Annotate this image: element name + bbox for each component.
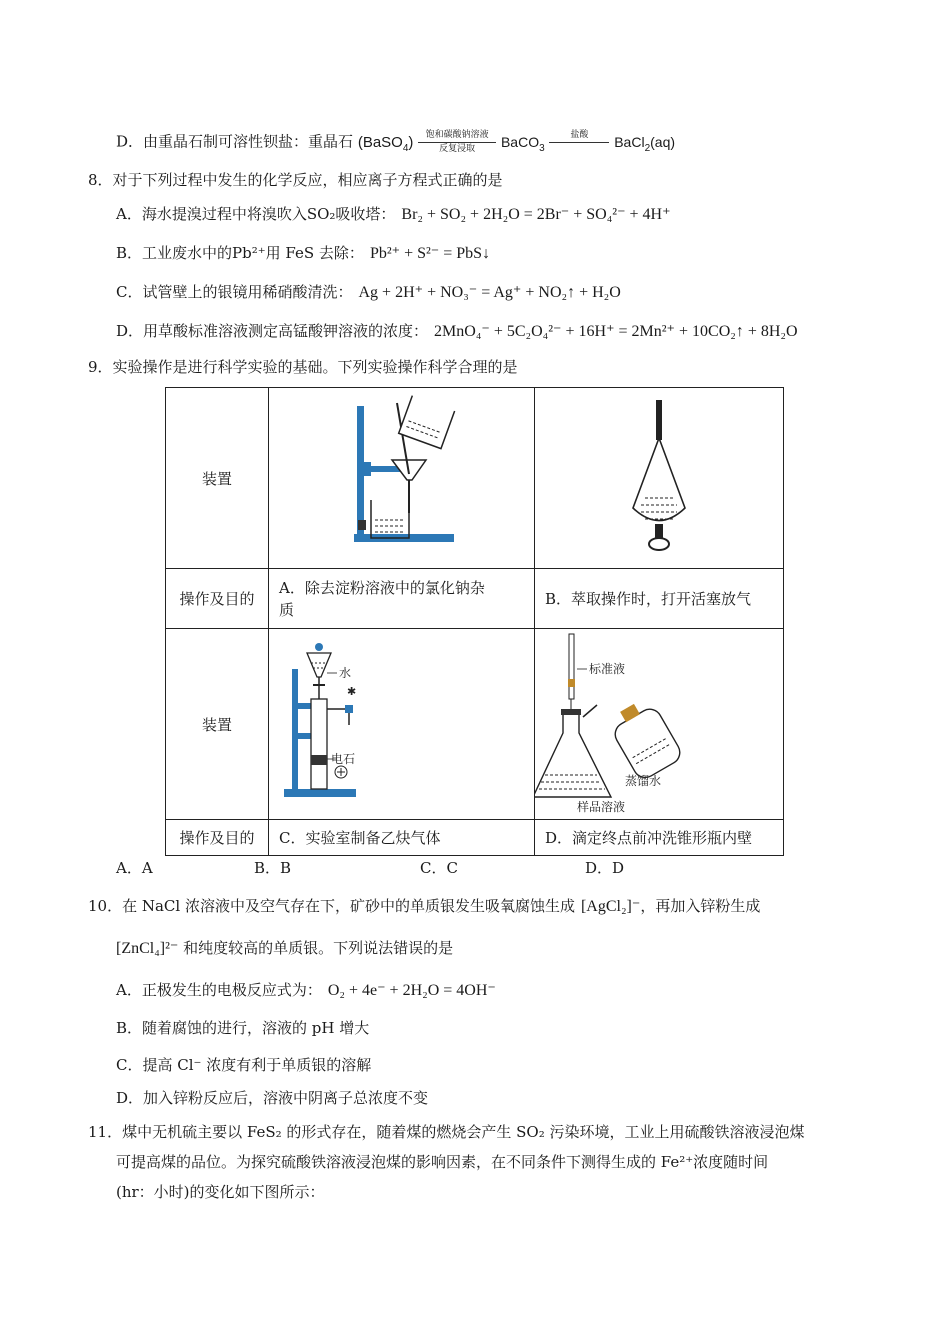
arrow1-top-label: 饱和碳酸钠溶液 — [425, 130, 489, 140]
q8-stem: 8．对于下列过程中发生的化学反应，相应离子方程式正确的是 — [88, 171, 503, 189]
q8-option-d-text: D．用草酸标准溶液测定高锰酸钾溶液的浓度： — [116, 322, 429, 340]
figure-d-titration — [535, 629, 784, 820]
row-label-op-1: 操作及目的 — [166, 569, 269, 629]
q8-option-b — [116, 243, 490, 264]
q10-option-d: D．加入锌粉反应后，溶液中阴离子总浓度不变 — [116, 1089, 429, 1107]
q10-zncl4-complex: [ZnCl₄]²⁻ — [116, 940, 179, 957]
arrow2-top-label: 盐酸 — [570, 130, 589, 140]
q10-stem-1a: 10．在 NaCl 浓溶液中及空气存在下，矿砂中的单质银发生吸氧腐蚀生成 — [88, 897, 575, 915]
figure-a-filtration — [269, 388, 535, 569]
separatory-funnel-icon — [535, 388, 783, 568]
q10-option-b: B．随着腐蚀的进行，溶液的 pH 增大 — [116, 1019, 370, 1037]
row-label-device-1: 装置 — [166, 388, 269, 569]
option-c-text: C．实验室制备乙炔气体 — [269, 820, 535, 856]
q8-option-d — [116, 321, 798, 342]
q9-choice-c: C．C — [420, 859, 458, 877]
q10-stem-line1 — [88, 896, 760, 917]
filtration-apparatus-icon — [269, 388, 534, 568]
figure-b-separatory-funnel — [535, 388, 784, 569]
option-a-line1: A．除去淀粉溶液中的氯化钠杂 — [279, 578, 485, 597]
q10-option-a-equation: O₂ + 4e⁻ + 2H₂O = 4OH⁻ — [327, 982, 496, 999]
q8-option-b-text: B．工业废水中的Pb²⁺用 FeS 去除： — [116, 244, 364, 262]
option-d-text: D．滴定终点前冲洗锥形瓶内壁 — [535, 820, 784, 856]
q8-option-c — [116, 282, 621, 303]
q8-option-a — [116, 204, 671, 225]
q9-stem: 9．实验操作是进行科学实验的基础。下列实验操作科学合理的是 — [88, 358, 518, 376]
reaction-arrow-2 — [549, 130, 609, 155]
q10-option-a — [116, 980, 496, 1001]
option-b-text: B．萃取操作时，打开活塞放气 — [535, 569, 784, 629]
baso4-formula: BaSO — [362, 133, 403, 151]
q8-option-b-equation: Pb²⁺ + S²⁻ = PbS↓ — [369, 245, 491, 262]
reaction-arrow-1 — [418, 130, 496, 155]
q8-option-d-equation: 2MnO₄⁻ + 5C₂O₄²⁻ + 16H⁺ = 2Mn²⁺ + 10CO₂↑ + 8H₂O — [434, 323, 798, 340]
row-label-op-2: 操作及目的 — [166, 820, 269, 856]
arrow1-bottom-label: 反复浸取 — [439, 144, 476, 154]
bacl2-formula: BaCl — [614, 133, 645, 150]
q11-line1: 11．煤中无机硫主要以 FeS₂ 的形式存在，随着煤的燃烧会产生 SO₂ 污染环境，工业上用硫酸铁溶液浸泡煤 — [88, 1123, 805, 1141]
q7-option-d-prefix: D．由重晶石制可溶性钡盐：重晶石 — [116, 132, 354, 151]
titration-apparatus-icon — [535, 629, 783, 819]
q11-line2: 可提高煤的品位。为探究硫酸铁溶液浸泡煤的影响因素，在不同条件下测得生成的 Fe²⁺浓度随时间 — [116, 1153, 769, 1171]
label-distilled-water: 蒸馏水 — [625, 774, 662, 788]
q9-choice-b: B．B — [254, 859, 292, 877]
q10-stem-line2 — [116, 938, 453, 959]
q10-stem-2b: 和纯度较高的单质银。下列说法错误的是 — [178, 939, 454, 957]
acetylene-apparatus-icon — [269, 629, 534, 819]
svg-text:✱: ✱ — [347, 686, 357, 698]
q8-option-a-text: A．海水提溴过程中将溴吹入SO₂吸收塔： — [116, 205, 396, 223]
aq-state: (aq) — [650, 133, 676, 150]
q9-choice-a: A．A — [116, 859, 153, 877]
row-label-device-2: 装置 — [166, 629, 269, 820]
q10-agcl2-complex: [AgCl₂]⁻ — [580, 898, 641, 915]
label-calcium-carbide: 电石 — [331, 752, 356, 766]
q10-option-a-text: A．正极发生的电极反应式为： — [116, 981, 322, 999]
option-a-text — [269, 569, 535, 629]
q7-option-d: D．由重晶石制可溶性钡盐：重晶石 (BaSO$_4$) 饱和碳酸钠溶液 反复浸取 BaCO$_3$ 盐酸 BaCl$_2$(aq) — [116, 130, 676, 154]
q11-line3: (hr：小时)的变化如下图所示： — [116, 1183, 325, 1201]
q9-choice-d: D．D — [585, 859, 625, 877]
label-standard-solution: 标准液 — [589, 662, 626, 676]
option-a-line2: 质 — [279, 600, 295, 619]
q10-option-c: C．提高 Cl⁻ 浓度有利于单质银的溶解 — [116, 1056, 372, 1074]
q9-apparatus-table — [165, 387, 784, 856]
label-water: 水 — [339, 666, 352, 680]
baco3-formula: BaCO — [500, 133, 540, 150]
q8-option-c-text: C．试管壁上的银镜用稀硝酸清洗： — [116, 283, 353, 301]
q8-option-a-equation: Br₂ + SO₂ + 2H₂O = 2Br⁻ + SO₄²⁻ + 4H⁺ — [401, 206, 671, 223]
q10-stem-1c: ，再加入锌粉生成 — [640, 897, 761, 915]
q8-option-c-equation: Ag + 2H⁺ + NO₃⁻ = Ag⁺ + NO₂↑ + H₂O — [358, 284, 621, 301]
label-sample-solution: 样品溶液 — [577, 800, 626, 814]
figure-c-acetylene — [269, 629, 535, 820]
